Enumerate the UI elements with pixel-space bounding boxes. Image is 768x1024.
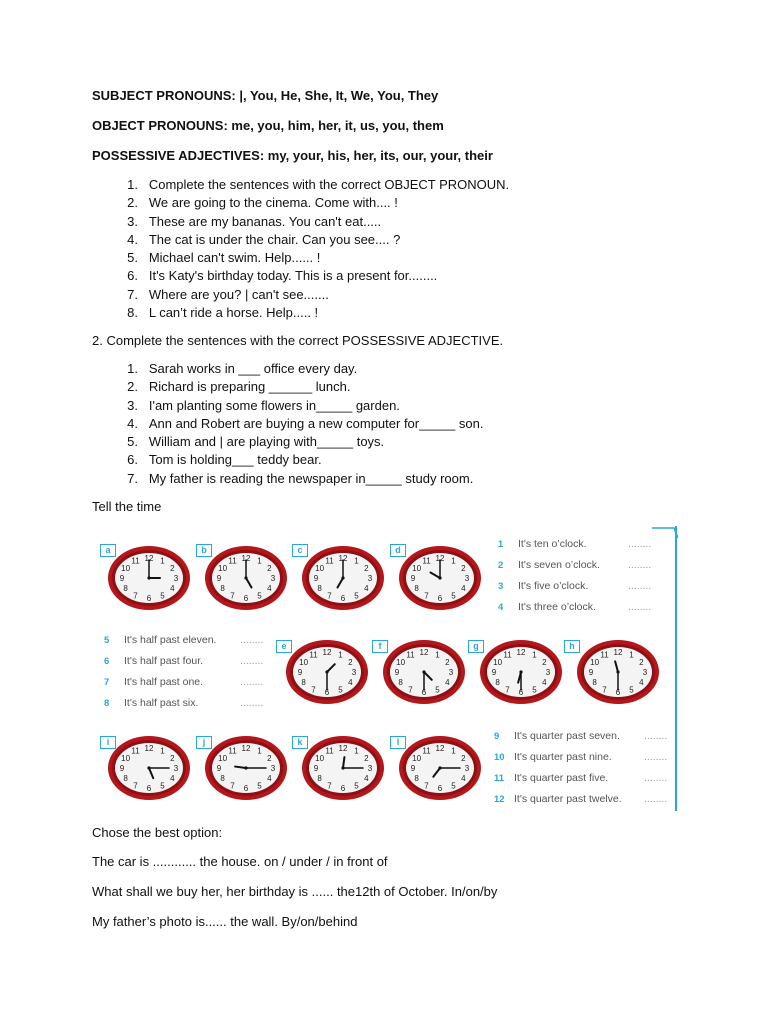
list-item: 2. Richard is preparing ______ lunch.: [127, 379, 351, 395]
svg-text:9: 9: [394, 668, 400, 677]
svg-text:4: 4: [639, 678, 644, 687]
svg-text:4: 4: [364, 584, 369, 593]
clock-f: [381, 638, 467, 706]
svg-text:5: 5: [451, 781, 456, 791]
svg-text:7: 7: [311, 685, 316, 695]
list-item: 7. My father is reading the newspaper in_____ study room.: [127, 470, 474, 486]
time-option-11: 11 It's quarter past five.: [494, 772, 609, 784]
svg-text:4: 4: [542, 678, 547, 687]
svg-text:6: 6: [421, 688, 427, 697]
svg-text:7: 7: [408, 685, 413, 695]
answer-blank: ........: [644, 730, 668, 742]
section2-title: 2. Complete the sentences with the correct POSSESSIVE ADJECTIVE.: [92, 333, 504, 348]
clock-label-l: l: [390, 736, 406, 749]
svg-text:10: 10: [299, 658, 309, 667]
svg-text:11: 11: [600, 650, 609, 660]
svg-text:7: 7: [602, 685, 607, 695]
svg-text:11: 11: [131, 556, 140, 566]
svg-text:8: 8: [220, 584, 225, 593]
svg-text:5: 5: [532, 685, 537, 695]
answer-blank: ........: [240, 655, 264, 667]
svg-text:12: 12: [322, 648, 332, 657]
svg-text:8: 8: [495, 678, 500, 687]
choose-question-2: What shall we buy her, her birthday is ...... the12th of October. In/on/by: [92, 884, 498, 899]
svg-text:10: 10: [121, 564, 131, 573]
svg-text:10: 10: [590, 658, 600, 667]
svg-text:3: 3: [173, 764, 179, 773]
list-item: 3. I'am planting some flowers in_____ garden.: [127, 397, 400, 413]
svg-text:4: 4: [348, 678, 353, 687]
svg-text:9: 9: [491, 668, 497, 677]
clock-j: [203, 734, 289, 802]
svg-text:4: 4: [170, 584, 175, 593]
list-item: 6. It's Katy's birthday today. This is a present for........: [127, 268, 438, 284]
answer-blank: ........: [240, 676, 264, 688]
time-option-8: 8 It's half past six.: [104, 697, 199, 709]
svg-text:2: 2: [267, 564, 272, 573]
svg-text:9: 9: [119, 574, 125, 583]
svg-text:4: 4: [267, 774, 272, 783]
svg-text:2: 2: [461, 564, 466, 573]
time-option-3: 3 It's five o’clock.: [498, 580, 589, 592]
svg-text:11: 11: [406, 650, 415, 660]
time-option-7: 7 It's half past one.: [104, 676, 204, 688]
list-item: 1. Complete the sentences with the correct OBJECT PRONOUN.: [127, 177, 510, 192]
svg-text:10: 10: [315, 754, 325, 763]
svg-text:11: 11: [422, 556, 431, 566]
list-item: 8. L can’t ride a horse. Help..... !: [127, 305, 319, 321]
object-pronouns: OBJECT PRONOUNS: me, you, him, her, it, us, you, them: [92, 118, 444, 133]
svg-text:7: 7: [327, 591, 332, 601]
svg-text:4: 4: [170, 774, 175, 783]
answer-blank: ........: [628, 559, 652, 571]
panel-border: [675, 526, 677, 811]
section2-list: [92, 360, 483, 488]
svg-text:3: 3: [464, 574, 470, 583]
svg-text:10: 10: [315, 564, 325, 573]
answer-blank: ........: [644, 793, 668, 805]
svg-text:2: 2: [267, 754, 272, 763]
svg-text:2: 2: [364, 564, 369, 573]
clock-d: [397, 544, 483, 612]
clock-exercise-panel: [92, 526, 678, 811]
svg-text:6: 6: [243, 784, 249, 793]
svg-text:7: 7: [505, 685, 510, 695]
svg-text:6: 6: [340, 784, 346, 793]
svg-text:7: 7: [230, 591, 235, 601]
svg-text:12: 12: [338, 554, 348, 563]
svg-text:10: 10: [121, 754, 131, 763]
corner-flag-icon: [652, 526, 678, 540]
svg-text:11: 11: [325, 746, 334, 756]
svg-text:8: 8: [414, 584, 419, 593]
tell-time-title: Tell the time: [92, 499, 162, 514]
svg-text:8: 8: [317, 774, 322, 783]
svg-text:2: 2: [639, 658, 644, 667]
time-option-10: 10 It's quarter past nine.: [494, 751, 612, 763]
svg-text:11: 11: [228, 556, 237, 566]
svg-text:10: 10: [396, 658, 406, 667]
svg-text:12: 12: [435, 554, 445, 563]
time-option-1: 1 It's ten o’clock.: [498, 538, 587, 550]
choose-question-1: The car is ............ the house. on / under / in front of: [92, 854, 388, 869]
svg-text:11: 11: [309, 650, 318, 660]
svg-text:3: 3: [448, 668, 454, 677]
clock-label-e: e: [276, 640, 292, 653]
svg-text:3: 3: [642, 668, 648, 677]
time-option-6: 6 It's half past four.: [104, 655, 204, 667]
list-item: 2. We are going to the cinema. Come with.... !: [127, 195, 398, 211]
svg-text:12: 12: [241, 744, 251, 753]
svg-text:2: 2: [348, 658, 353, 667]
svg-text:9: 9: [410, 764, 416, 773]
svg-text:1: 1: [451, 556, 456, 566]
list-item: 1. Sarah works in ___ office every day.: [127, 361, 358, 376]
svg-text:2: 2: [170, 564, 175, 573]
clock-c: [300, 544, 386, 612]
svg-text:8: 8: [317, 584, 322, 593]
clock-h: [575, 638, 661, 706]
svg-text:6: 6: [146, 784, 152, 793]
answer-blank: ........: [628, 601, 652, 613]
svg-text:5: 5: [435, 685, 440, 695]
svg-text:2: 2: [445, 658, 450, 667]
svg-text:11: 11: [422, 746, 431, 756]
svg-text:2: 2: [461, 754, 466, 763]
svg-text:10: 10: [218, 564, 228, 573]
svg-text:12: 12: [613, 648, 623, 657]
clock-a: [106, 544, 192, 612]
svg-text:12: 12: [241, 554, 251, 563]
svg-text:9: 9: [313, 764, 319, 773]
svg-text:5: 5: [354, 591, 359, 601]
svg-text:8: 8: [123, 774, 128, 783]
svg-text:1: 1: [629, 650, 634, 660]
svg-text:10: 10: [218, 754, 228, 763]
svg-text:1: 1: [338, 650, 343, 660]
svg-text:9: 9: [588, 668, 594, 677]
svg-text:8: 8: [123, 584, 128, 593]
svg-text:2: 2: [170, 754, 175, 763]
svg-text:6: 6: [615, 688, 621, 697]
svg-text:6: 6: [146, 594, 152, 603]
svg-text:7: 7: [424, 591, 429, 601]
svg-text:8: 8: [398, 678, 403, 687]
clock-l: [397, 734, 483, 802]
list-item: 3. These are my bananas. You can't eat.....: [127, 213, 382, 229]
svg-text:3: 3: [351, 668, 357, 677]
svg-text:1: 1: [354, 556, 359, 566]
svg-text:3: 3: [545, 668, 551, 677]
svg-text:12: 12: [419, 648, 429, 657]
answer-blank: ........: [240, 697, 264, 709]
svg-text:6: 6: [324, 688, 330, 697]
svg-text:7: 7: [133, 781, 138, 791]
svg-text:8: 8: [220, 774, 225, 783]
svg-text:4: 4: [445, 678, 450, 687]
list-item: 5. William and | are playing with_____ toys.: [127, 434, 385, 450]
svg-text:9: 9: [297, 668, 303, 677]
svg-text:3: 3: [270, 764, 276, 773]
svg-text:12: 12: [516, 648, 526, 657]
svg-text:5: 5: [160, 591, 165, 601]
time-option-9: 9 It's quarter past seven.: [494, 730, 620, 742]
svg-text:9: 9: [119, 764, 125, 773]
svg-text:8: 8: [592, 678, 597, 687]
svg-text:5: 5: [629, 685, 634, 695]
svg-text:8: 8: [301, 678, 306, 687]
svg-text:4: 4: [267, 584, 272, 593]
clock-label-j: j: [196, 736, 212, 749]
answer-blank: ........: [628, 538, 652, 550]
time-option-2: 2 It's seven o’clock.: [498, 559, 600, 571]
svg-text:11: 11: [503, 650, 512, 660]
svg-text:6: 6: [437, 594, 443, 603]
time-option-5: 5 It's half past eleven.: [104, 634, 217, 646]
clock-g: [478, 638, 564, 706]
svg-text:1: 1: [451, 746, 456, 756]
svg-text:11: 11: [325, 556, 334, 566]
clock-label-d: d: [390, 544, 406, 557]
svg-text:6: 6: [340, 594, 346, 603]
svg-text:3: 3: [270, 574, 276, 583]
clock-b: [203, 544, 289, 612]
svg-text:6: 6: [518, 688, 524, 697]
svg-text:10: 10: [412, 754, 422, 763]
svg-text:9: 9: [313, 574, 319, 583]
clock-label-i: i: [100, 736, 116, 749]
svg-text:5: 5: [338, 685, 343, 695]
possessive-adjectives: POSSESSIVE ADJECTIVES: my, your, his, her, its, our, your, their: [92, 148, 493, 163]
svg-text:3: 3: [464, 764, 470, 773]
svg-text:7: 7: [133, 591, 138, 601]
svg-text:7: 7: [424, 781, 429, 791]
list-item: 5. Michael can't swim. Help...... !: [127, 250, 321, 266]
svg-text:1: 1: [354, 746, 359, 756]
svg-text:1: 1: [160, 556, 165, 566]
answer-blank: ........: [644, 772, 668, 784]
svg-text:10: 10: [493, 658, 503, 667]
svg-text:2: 2: [542, 658, 547, 667]
svg-text:5: 5: [451, 591, 456, 601]
subject-pronouns: SUBJECT PRONOUNS: |, You, He, She, It, We, You, They: [92, 88, 439, 103]
section1-list: [92, 176, 509, 322]
answer-blank: ........: [240, 634, 264, 646]
svg-text:5: 5: [354, 781, 359, 791]
svg-text:3: 3: [367, 764, 373, 773]
svg-text:6: 6: [437, 784, 443, 793]
time-option-4: 4 It's three o’clock.: [498, 601, 596, 613]
time-option-12: 12 It's quarter past twelve.: [494, 793, 622, 805]
clock-i: [106, 734, 192, 802]
choose-title: Chose the best option:: [92, 825, 223, 840]
svg-text:1: 1: [160, 746, 165, 756]
svg-text:5: 5: [257, 591, 262, 601]
svg-text:1: 1: [532, 650, 537, 660]
clock-k: [300, 734, 386, 802]
svg-text:9: 9: [410, 574, 416, 583]
clock-e: [284, 638, 370, 706]
svg-text:8: 8: [414, 774, 419, 783]
svg-text:12: 12: [435, 744, 445, 753]
list-item: 7. Where are you? | can't see.......: [127, 286, 329, 302]
svg-text:9: 9: [216, 574, 222, 583]
list-item: 6. Tom is holding___ teddy bear.: [127, 452, 322, 468]
svg-text:3: 3: [367, 574, 373, 583]
svg-text:12: 12: [338, 744, 348, 753]
choose-question-3: My father’s photo is...... the wall. By/on/behind: [92, 914, 358, 929]
answer-blank: ........: [644, 751, 668, 763]
svg-text:10: 10: [412, 564, 422, 573]
list-item: 4. The cat is under the chair. Can you see.... ?: [127, 231, 401, 247]
clock-label-a: a: [100, 544, 116, 557]
svg-text:4: 4: [461, 774, 466, 783]
clock-label-g: g: [468, 640, 484, 653]
clock-label-c: c: [292, 544, 308, 557]
clock-label-b: b: [196, 544, 212, 557]
svg-text:3: 3: [173, 574, 179, 583]
svg-text:7: 7: [327, 781, 332, 791]
svg-text:2: 2: [364, 754, 369, 763]
svg-text:12: 12: [144, 554, 154, 563]
clock-label-k: k: [292, 736, 308, 749]
list-item: 4. Ann and Robert are buying a new computer for_____ son.: [127, 415, 484, 431]
svg-text:5: 5: [160, 781, 165, 791]
clock-label-h: h: [564, 640, 580, 653]
svg-text:7: 7: [230, 781, 235, 791]
svg-text:4: 4: [364, 774, 369, 783]
svg-text:11: 11: [131, 746, 140, 756]
clock-label-f: f: [372, 640, 388, 653]
answer-blank: ........: [628, 580, 652, 592]
svg-text:1: 1: [257, 556, 262, 566]
svg-text:4: 4: [461, 584, 466, 593]
svg-text:9: 9: [216, 764, 222, 773]
svg-text:6: 6: [243, 594, 249, 603]
svg-text:11: 11: [228, 746, 237, 756]
svg-text:1: 1: [257, 746, 262, 756]
svg-text:5: 5: [257, 781, 262, 791]
svg-text:1: 1: [435, 650, 440, 660]
svg-text:12: 12: [144, 744, 154, 753]
